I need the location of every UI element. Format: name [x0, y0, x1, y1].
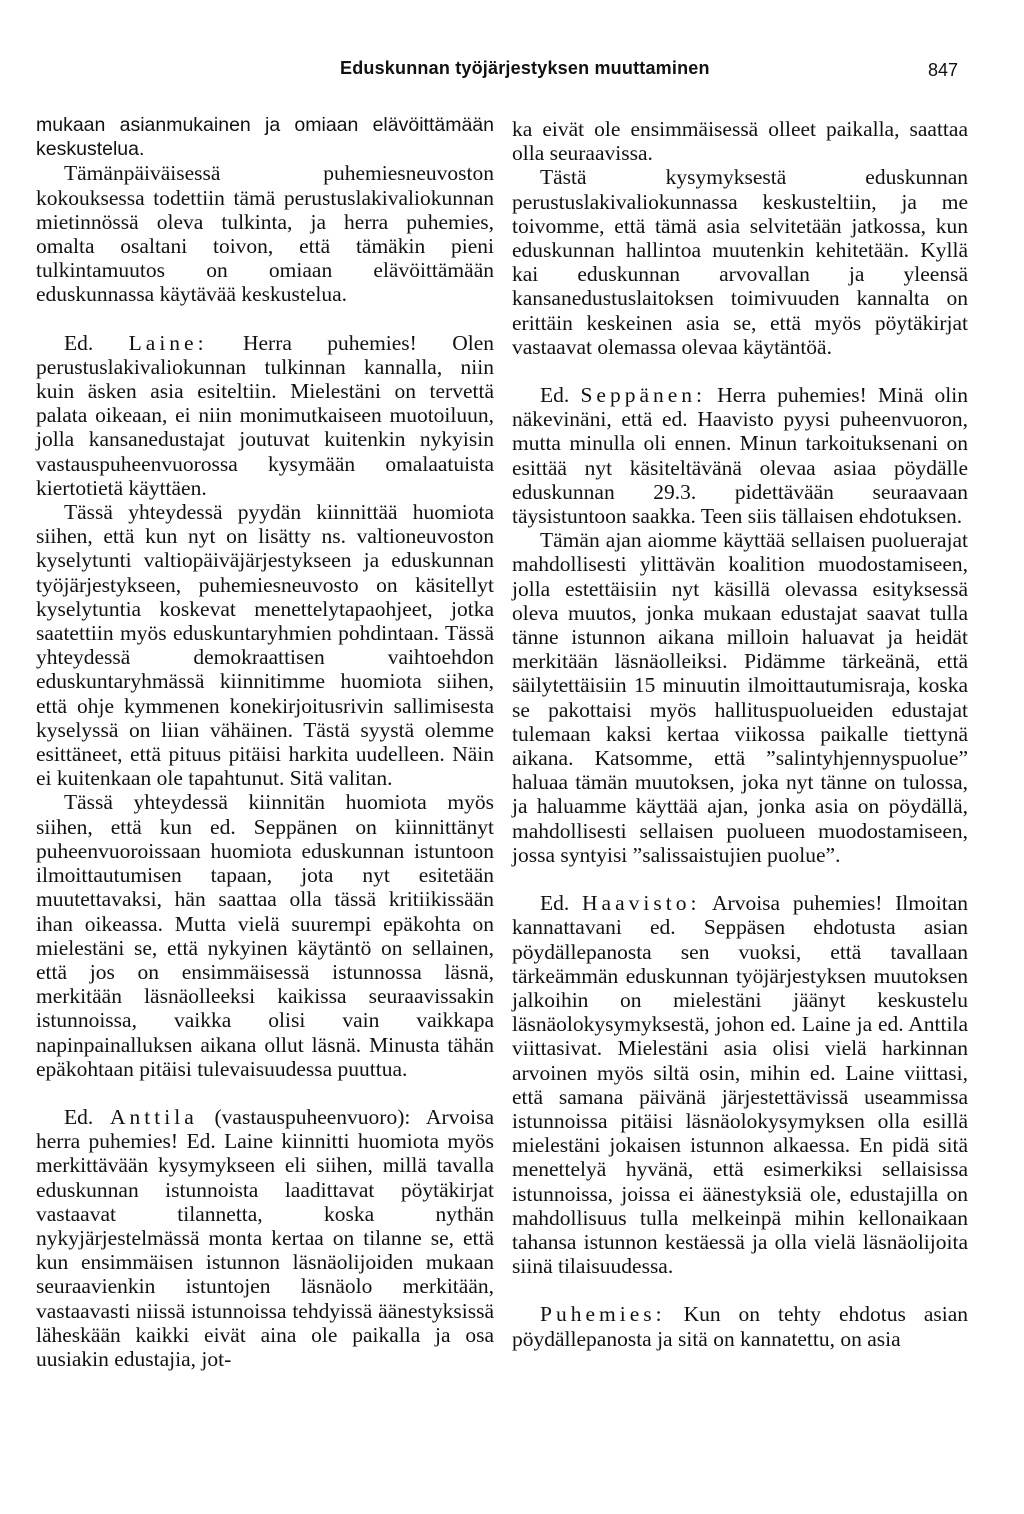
ed-prefix: Ed.	[540, 891, 570, 916]
ed-prefix: Ed.	[64, 1104, 94, 1129]
ed-prefix: Ed.	[64, 330, 94, 355]
speaker-name: Puhemies:	[540, 1302, 666, 1327]
speech-laine	[36, 331, 494, 500]
speaker-name: Seppänen:	[580, 383, 706, 408]
paragraph: Tässä yhteydessä pyydän kiinnittää huomiota siihen, että kun nyt on lisätty ns. valtioneuvoston kyselytunti valtiopäiväjärjestykseen ja eduskunnan työjärjestykseen, puhemiesneuvosto on käsitellyt kyselytuntia koskevat menettelytapaohjeet, jotka saatettiin myös eduskuntaryhmien pohdintaan. Tässä yhteydessä demokraattisen vaihtoehdon eduskuntaryhmässä kiinnitimme huomiota siihen, että ohje kymmenen konekirjoitusrivin sallimisesta kyselyssä on liian vähäinen. Tästä syystä olemme esittäneet, että pituus pitäisi harkita uudelleen. Näin ei kuitenkaan ole tapahtunut. Sitä valitan.	[36, 500, 494, 791]
page-number: 847	[928, 60, 959, 80]
speech-seppanen	[512, 383, 968, 528]
speech-text: Herra puhemies! Olen perustuslakivaliokunnan tulkinnan kannalla, niin kuin äsken asia esiteltiin. Mielestäni on tervettä palata oikeaan, ei niin monimutkaiseen muotoiluun, jolla kansanedustajat joutuvat kuitenkin nykyisin vastauspuheenvuorossa kysymään omalaatuista kiertotietä käyttäen.	[36, 330, 495, 500]
speaker-name: Laine:	[128, 330, 208, 355]
page-header	[0, 58, 1024, 88]
speaker-name: Anttila	[110, 1104, 198, 1129]
paragraph: Tästä kysymyksestä eduskunnan perustuslakivaliokunnassa keskusteltiin, ja me toivomme, että tämä asia selvitetään jatkossa, kun eduskunnan hallintoa muutenkin kehitetään. Kyllä kai eduskunnan arvovallan ja yleensä kansanedustuslaitoksen toimivuuden kannalta on erittäin keskeinen asia se, että myös pöytäkirjat vastaavat olemassa olevaa käytäntöä.	[512, 165, 968, 359]
paragraph: Tässä yhteydessä kiinnitän huomiota myös siihen, että kun ed. Seppänen on kiinnittänyt puheenvuoroissaan huomiota eduskunnan istuntoon ilmoittautumisen tapaan, jota nyt esitetään muutettavaksi, hän saattaa olla tässä kritiikissään ihan oikeassa. Mutta vielä suurempi epäkohta on mielestäni se, että nykyinen käytäntö on sellainen, että jos on ensimmäisessä istunnossa läsnä, merkitään läsnäolleeksi kaikissa seuraavissakin istunnoissa, vaikka olisi vain vaikkapa napinpainalluksen aikana ollut läsnä. Minusta tähän epäkohtaan pitäisi tulevaisuudessa puuttua.	[36, 790, 494, 1081]
paragraph: ka eivät ole ensimmäisessä olleet paikalla, saattaa olla seuraavissa.	[512, 117, 968, 166]
speech-text: (vastauspuheenvuoro): Arvoisa herra puhemies! Ed. Laine kiinnitti huomiota myös merkittävään kysymykseen eli siihen, millä tavalla eduskunnan istunnoista laadittavat pöytäkirjat vastaavat tilannetta, koska nythän nykyjärjestelmässä monta kertaa on tilanne se, että kun ensimmäisen istunnon läsnäolijoiden mukaan seuraavienkin istuntojen läsnäolo merkitään, vastaavasti niissä istunnoissa tehdyissä äänestyksissä läheskään kaikki eivät aina ole paikalla ja osa uusiakin edustajia, jot-	[36, 1104, 494, 1371]
ed-prefix: Ed.	[540, 383, 570, 408]
speech-text: Arvoisa puhemies! Ilmoitan kannattavani ed. Seppäsen ehdotusta asian pöydällepanosta sen vuoksi, että tavallaan tärkeämmän eduskunnan työjärjestyksen muutoksen jalkoihin on mielestäni jäänyt keskustelu läsnäolokysymyksestä, johon ed. Laine ja ed. Anttila viittasivat. Mielestäni asia olisi vielä harkinnan arvoinen myös siltä osin, mihin ed. Laine viittasi, että samana päivänä järjestettävissä useammissa istunnoissa pitäisi läsnäolokysymyksen olla esillä mielestäni jokaisen istunnon alkaessa. En pidä sitä menettelyä hyvänä, että esimerkiksi sellaisissa istunnoissa, joissa ei äänestyksiä ole, edustajilla on mahdollisuus tulla melkeinpä mihin kellonaikaan tahansa istunnon kestäessä ja olla vielä läsnäolijoita siinä tilaisuudessa.	[512, 891, 968, 1279]
speech-anttila	[36, 1105, 494, 1371]
left-column	[36, 113, 494, 1371]
running-title: Eduskunnan työjärjestyksen muuttaminen	[340, 58, 710, 78]
speech-haavisto	[512, 891, 968, 1278]
speech-text: Herra puhemies! Minä olin näkevinäni, että ed. Haavisto pyysi puheenvuoron, mutta minulla oli ennen. Minun tarkoituksenani on esittää nyt käsiteltävänä olevaa asiaa pöydälle eduskunnan 29.3. pidettävään seuraavaan täysistuntoon saakka. Teen siis tällaisen ehdotuksen.	[512, 383, 968, 529]
paragraph: mukaan asianmukainen ja omiaan elävöittämään keskustelua.	[36, 114, 494, 161]
paragraph: Tämänpäiväisessä puhemiesneuvoston kokouksessa todettiin tämä perustuslakivaliokunnan mietinnössä oleva tulkinta, ja herra puhemies, omalta osaltani toivon, että tämäkin pieni tulkintamuutos on omiaan elävöittämään eduskunnassa käytävää keskustelua.	[36, 161, 494, 307]
speech-puhemies	[512, 1302, 968, 1350]
speaker-name: Haavisto:	[582, 891, 701, 916]
right-column	[512, 117, 968, 1351]
speech-text: Kun on tehty ehdotus asian pöydällepanosta ja sitä on kannatettu, on asia	[512, 1302, 968, 1351]
paragraph: Tämän ajan aiomme käyttää sellaisen puoluerajat mahdollisesti ylittävän koalition muodostamiseen, jolla estettäisiin nyt käsillä olevassa esityksessä oleva muutos, jonka mukaan edustajat saavat tulla tänne istunnon aikana milloin haluavat ja heidät merkitään läsnäolleiksi. Pidämme tärkeänä, että säilytettäisiin 15 minuutin ilmoittautumisraja, koska se pakottaisi myös hallituspuolueiden edustajat tulemaan kaksi kertaa viikossa paikalle tiettynä aikana. Katsomme, että ”salintyhjennyspuolue” haluaa tämän muutoksen, joka nyt tänne on tulossa, ja haluamme käyttää ajan, jonka asia on pöydällä, mahdollisesti sellaisen puolueen muodostamiseen, jossa syntyisi ”salissaistujien puolue”.	[512, 528, 968, 867]
